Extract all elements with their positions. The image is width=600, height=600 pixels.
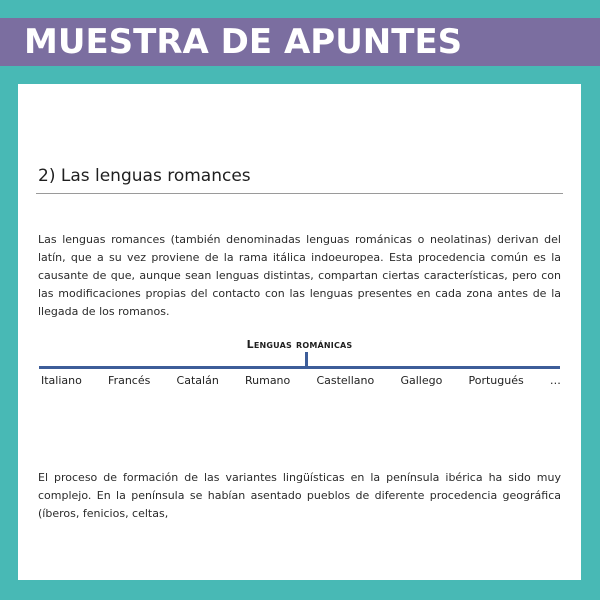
paragraph-intro: Las lenguas romances (también denominadas lenguas románicas o neolatinas) derivan del latín, que a su vez proviene de la rama itálica indoeuropea. Esta procedencia común es la causante de que, aunque sean lenguas distintas, compartan ciertas características, pero con las modificaciones propias del contacto con las lenguas presentes en cada zona antes de la llegada de los romanos. — [38, 233, 561, 318]
diagram-stem — [305, 352, 308, 367]
language-item-ellipsis: … — [549, 374, 561, 387]
section-title: 2) Las lenguas romances — [38, 166, 251, 186]
diagram-title: Lenguas románicas — [246, 338, 353, 351]
language-item: Catalán — [176, 374, 219, 387]
notes-page — [18, 84, 581, 580]
language-item: Portugués — [468, 374, 524, 387]
language-list — [41, 374, 561, 387]
language-item: Castellano — [316, 374, 375, 387]
banner-title: MUESTRA DE APUNTES — [24, 22, 463, 62]
section-divider — [36, 193, 563, 194]
language-item: Rumano — [244, 374, 291, 387]
paragraph-formation: El proceso de formación de las variantes lingüísticas en la península ibérica ha sido muy complejo. En la península se habían asentado pueblos de diferente procedencia geográfica (íberos, fenicios, celtas, — [38, 471, 561, 520]
language-item: Italiano — [41, 374, 82, 387]
header-banner — [0, 18, 600, 66]
diagram-line — [39, 366, 560, 369]
language-item: Francés — [108, 374, 151, 387]
language-item: Gallego — [400, 374, 443, 387]
